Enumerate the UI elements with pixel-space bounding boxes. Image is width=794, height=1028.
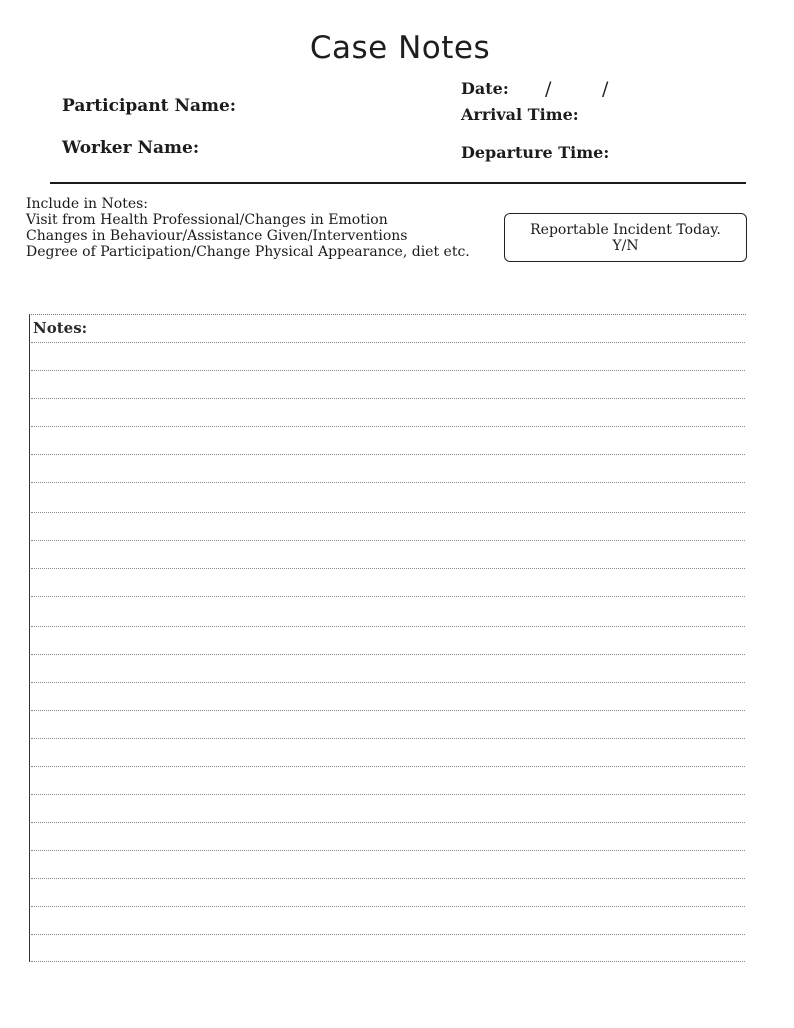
ruled-line xyxy=(31,596,745,597)
ruled-line xyxy=(31,766,745,767)
include-heading: Include in Notes: xyxy=(26,196,149,212)
ruled-line xyxy=(31,850,745,851)
ruled-line xyxy=(31,654,745,655)
ruled-line xyxy=(31,794,745,795)
departure-time-label: Departure Time: xyxy=(461,143,610,162)
arrival-time-label: Arrival Time: xyxy=(461,105,579,124)
ruled-line xyxy=(31,738,745,739)
worker-name-label: Worker Name: xyxy=(62,138,200,158)
ruled-line xyxy=(31,398,745,399)
date-separator: / xyxy=(545,78,552,100)
include-line: Changes in Behaviour/Assistance Given/Interventions xyxy=(26,228,408,244)
ruled-line xyxy=(31,370,745,371)
ruled-line xyxy=(31,822,745,823)
notes-area[interactable] xyxy=(29,314,746,962)
ruled-line xyxy=(31,512,745,513)
include-line: Degree of Participation/Change Physical Appearance, diet etc. xyxy=(26,244,470,260)
incident-label: Reportable Incident Today. xyxy=(530,222,721,238)
ruled-line xyxy=(31,961,745,962)
page-title: Case Notes xyxy=(309,30,491,66)
header-divider xyxy=(50,182,746,184)
include-in-notes xyxy=(26,196,470,260)
incident-options: Y/N xyxy=(612,238,639,254)
include-line: Visit from Health Professional/Changes in Emotion xyxy=(26,212,388,228)
ruled-line xyxy=(31,878,745,879)
ruled-line xyxy=(31,906,745,907)
ruled-line xyxy=(31,568,745,569)
date-label: Date: xyxy=(461,79,509,98)
reportable-incident-box xyxy=(504,213,747,262)
ruled-line xyxy=(31,540,745,541)
ruled-line xyxy=(31,934,745,935)
ruled-line xyxy=(31,426,745,427)
date-separator: / xyxy=(602,78,609,100)
notes-label: Notes: xyxy=(33,319,88,337)
ruled-line xyxy=(31,682,745,683)
ruled-line xyxy=(31,626,745,627)
participant-name-label: Participant Name: xyxy=(62,96,237,116)
ruled-line xyxy=(31,710,745,711)
ruled-line xyxy=(31,342,745,343)
ruled-line xyxy=(31,482,745,483)
ruled-line xyxy=(31,454,745,455)
